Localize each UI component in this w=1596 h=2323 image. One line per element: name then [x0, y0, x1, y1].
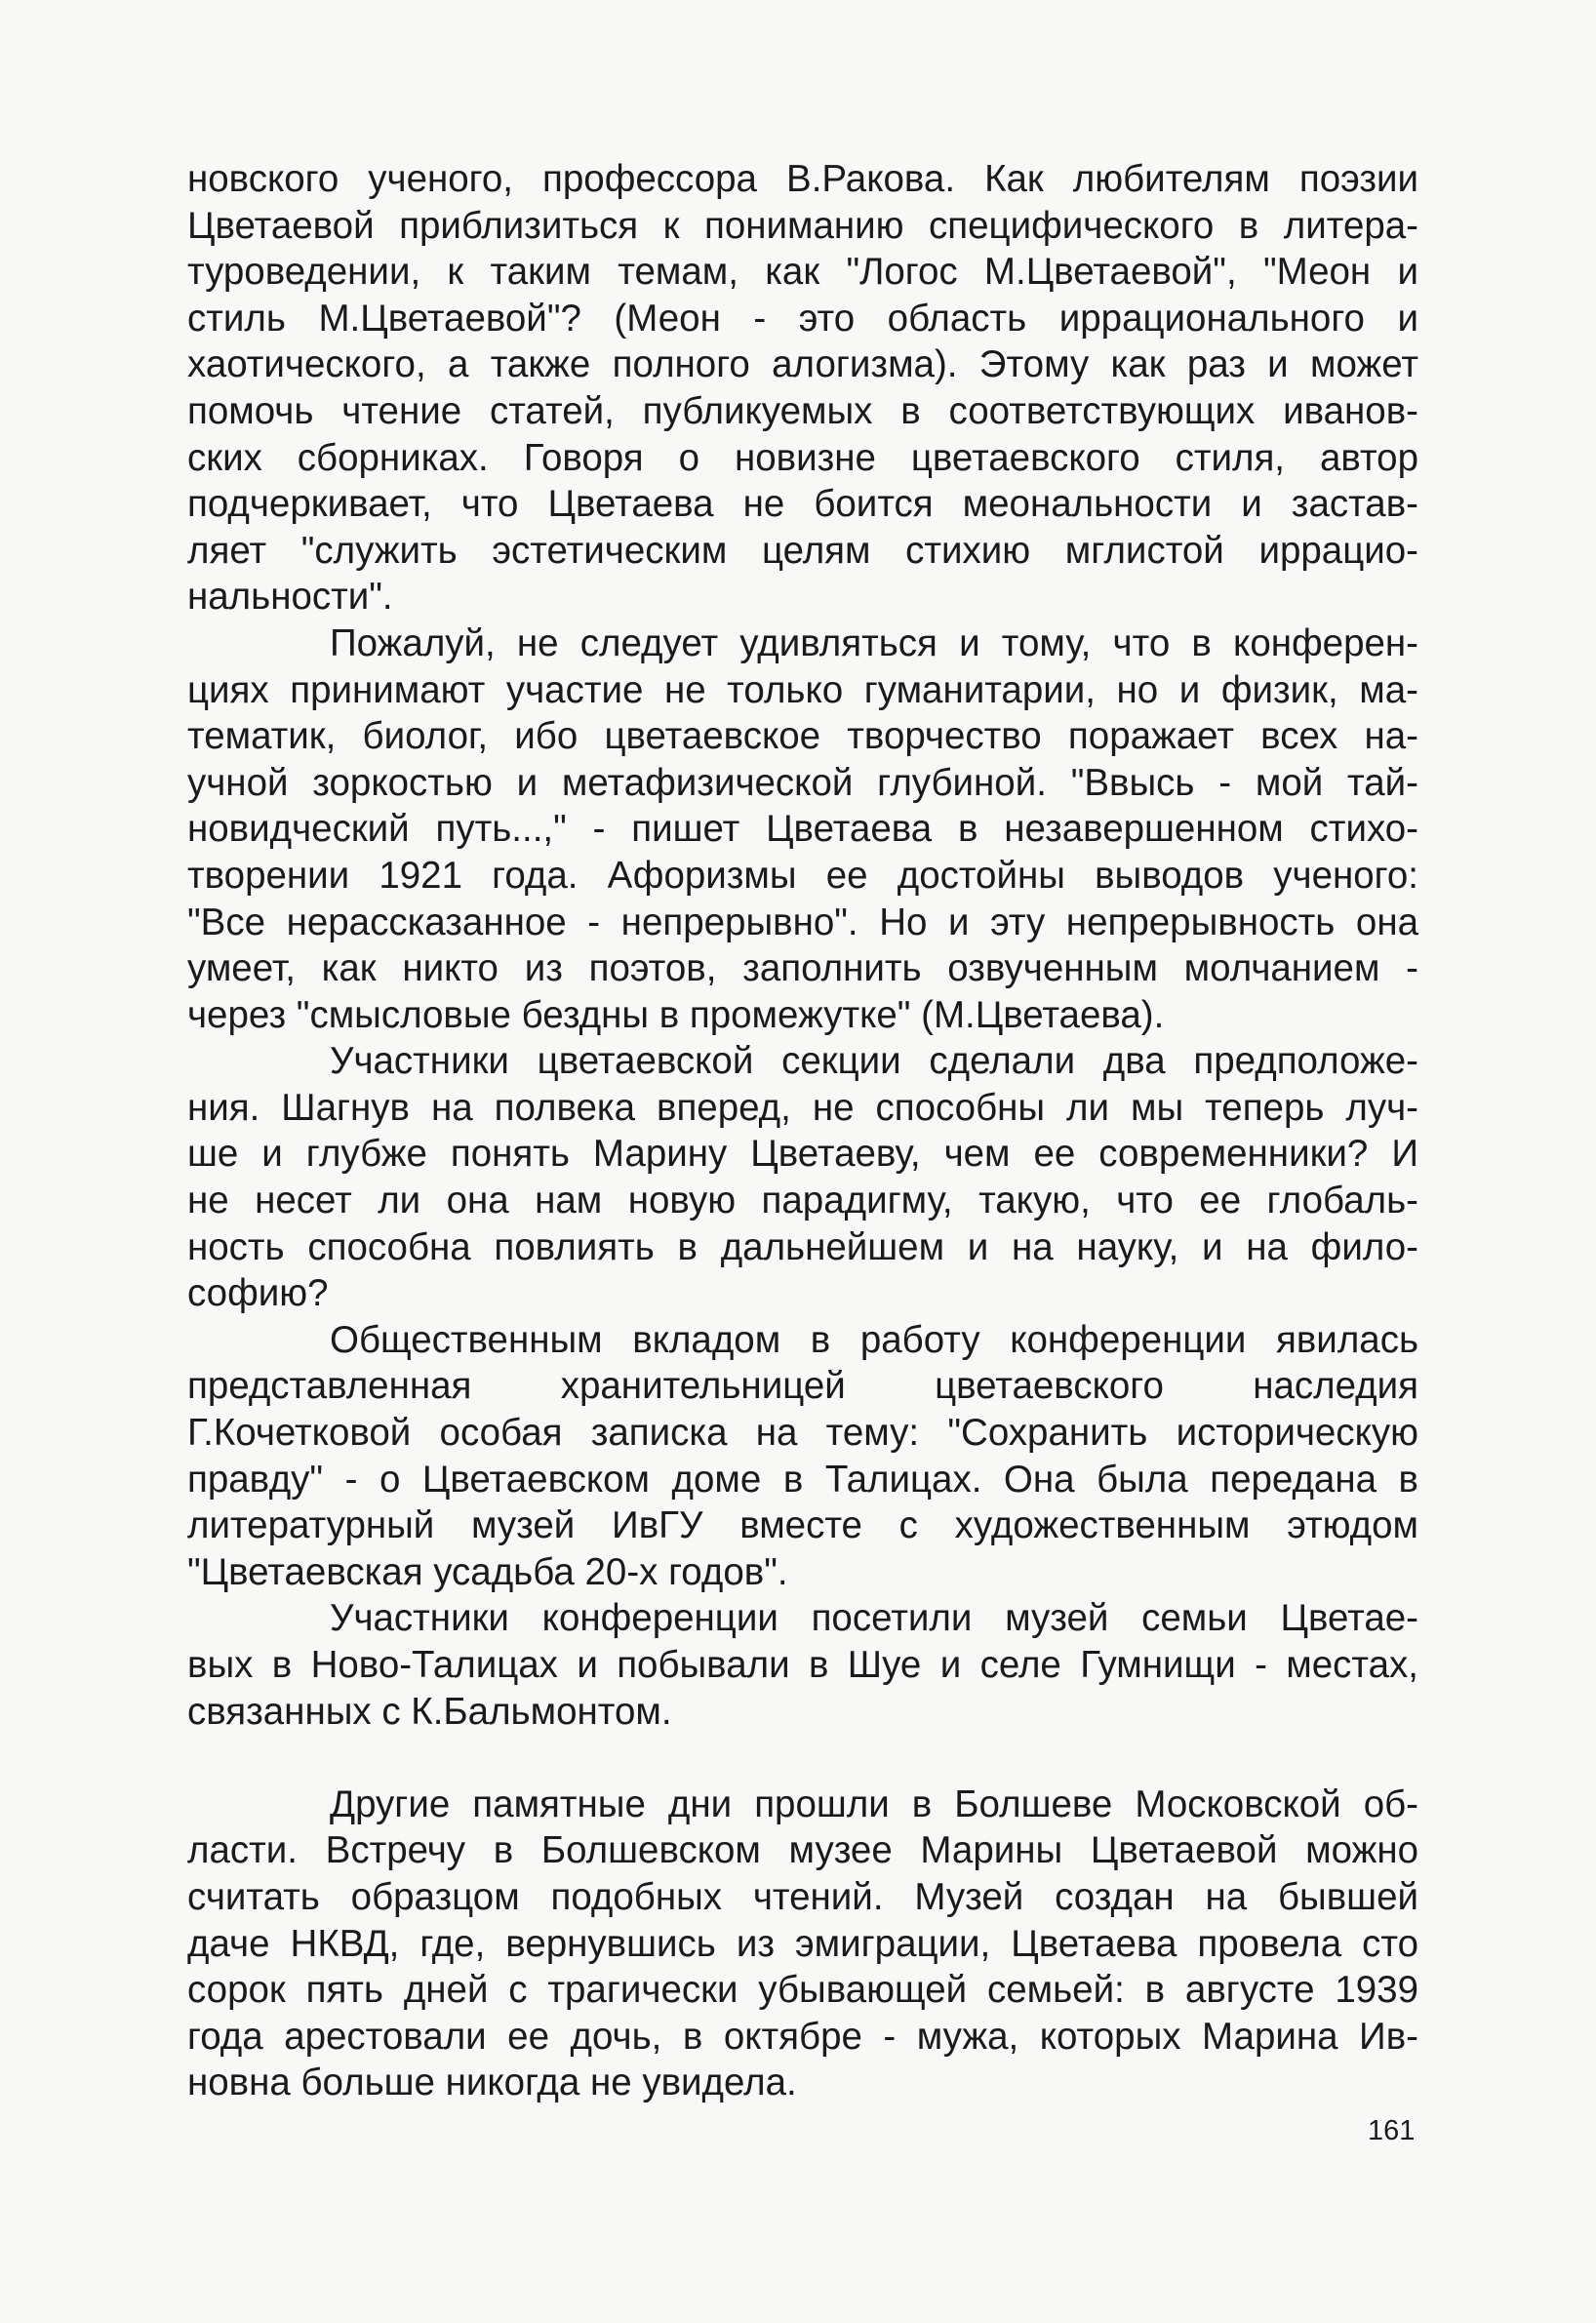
text-line: ния. Шагнув на полвека вперед, не способны ли мы теперь луч- [187, 1086, 1418, 1129]
text-line: сорок пять дней с трагически убывающей семьей: в августе 1939 [187, 1969, 1418, 2012]
text-line: Другие памятные дни прошли в Болшеве Московской об- [330, 1782, 1418, 1825]
text-line: связанных с К.Бальмонтом. [187, 1690, 672, 1733]
text-line: помочь чтение статей, публикуемых в соответствующих иванов- [187, 389, 1418, 432]
text-line: Цветаевой приблизиться к пониманию специфического в литера- [187, 204, 1418, 247]
text-line: творении 1921 года. Афоризмы ее достойны выводов ученого: [187, 854, 1418, 897]
text-line: циях принимают участие не только гуманитарии, но и физик, ма- [187, 668, 1418, 711]
text-line: тематик, биолог, ибо цветаевское творчество поражает всех на- [187, 715, 1418, 758]
text-line: правду" - о Цветаевском доме в Талицах. Она была передана в [187, 1458, 1418, 1501]
text-line: литературный музей ИвГУ вместе с художественным этюдом [187, 1504, 1418, 1547]
text-line: Участники цветаевской секции сделали два предположе- [330, 1040, 1418, 1083]
text-line: умеет, как никто из поэтов, заполнить озвученным молчанием - [187, 947, 1418, 990]
text-line: Общественным вкладом в работу конференции явилась [330, 1318, 1418, 1361]
text-line: хаотического, а также полного алогизма). Этому как раз и может [187, 343, 1418, 386]
text-line: ность способна повлиять в дальнейшем и на науку, и на фило- [187, 1225, 1418, 1268]
text-line: представленная хранительницей цветаевского наследия [187, 1365, 1418, 1408]
text-line: "Все нерассказанное - непрерывно". Но и эту непрерывность она [187, 901, 1418, 943]
text-line: вых в Ново-Талицах и побывали в Шуе и селе Гумнищи - местах, [187, 1644, 1418, 1686]
text-line: новидческий путь...," - пишет Цветаева в незавершенном стихо- [187, 808, 1418, 851]
text-line: ских сборниках. Говоря о новизне цветаевского стиля, автор [187, 436, 1418, 479]
text-line: года арестовали ее дочь, в октябре - мужа, которых Марина Ив- [187, 2015, 1418, 2058]
text-line: софию? [187, 1272, 329, 1315]
text-line: новна больше никогда не увидела. [187, 2062, 797, 2104]
text-line: Пожалуй, не следует удивляться и тому, что в конферен- [330, 621, 1418, 664]
text-line: учной зоркостью и метафизической глубиной. "Ввысь - мой тай- [187, 761, 1418, 804]
text-line: подчеркивает, что Цветаева не боится меональности и застав- [187, 483, 1418, 526]
text-line: стиль М.Цветаевой"? (Меон - это область иррационального и [187, 297, 1418, 340]
body-text [187, 156, 1418, 2106]
text-line: туроведении, к таким темам, как "Логос М.Цветаевой", "Меон и [187, 251, 1418, 294]
text-line: не несет ли она нам новую парадигму, такую, что ее глобаль- [187, 1180, 1418, 1222]
text-line: "Цветаевская усадьба 20-х годов". [187, 1550, 788, 1593]
text-line: даче НКВД, где, вернувшись из эмиграции, Цветаева провела сто [187, 1922, 1418, 1965]
text-line: Участники конференции посетили музей семьи Цветае- [330, 1597, 1418, 1640]
text-line: ласти. Встречу в Болшевском музее Марины Цветаевой можно [187, 1829, 1418, 1872]
text-line: Г.Кочетковой особая записка на тему: "Сохранить историческую [187, 1412, 1418, 1455]
text-line: нальности". [187, 576, 393, 619]
text-line: ляет "служить эстетическим целям стихию мглистой иррацио- [187, 529, 1418, 572]
text-line: ше и глубже понять Марину Цветаеву, чем ее современники? И [187, 1133, 1418, 1176]
section-gap [187, 1735, 1418, 1782]
text-line: через "смысловые бездны в промежутке" (М.Цветаева). [187, 993, 1165, 1036]
text-line: новского ученого, профессора В.Ракова. Как любителям поэзии [187, 158, 1418, 200]
page-number: 161 [1368, 2115, 1416, 2146]
text-line: считать образцом подобных чтений. Музей создан на бывшей [187, 1875, 1418, 1918]
